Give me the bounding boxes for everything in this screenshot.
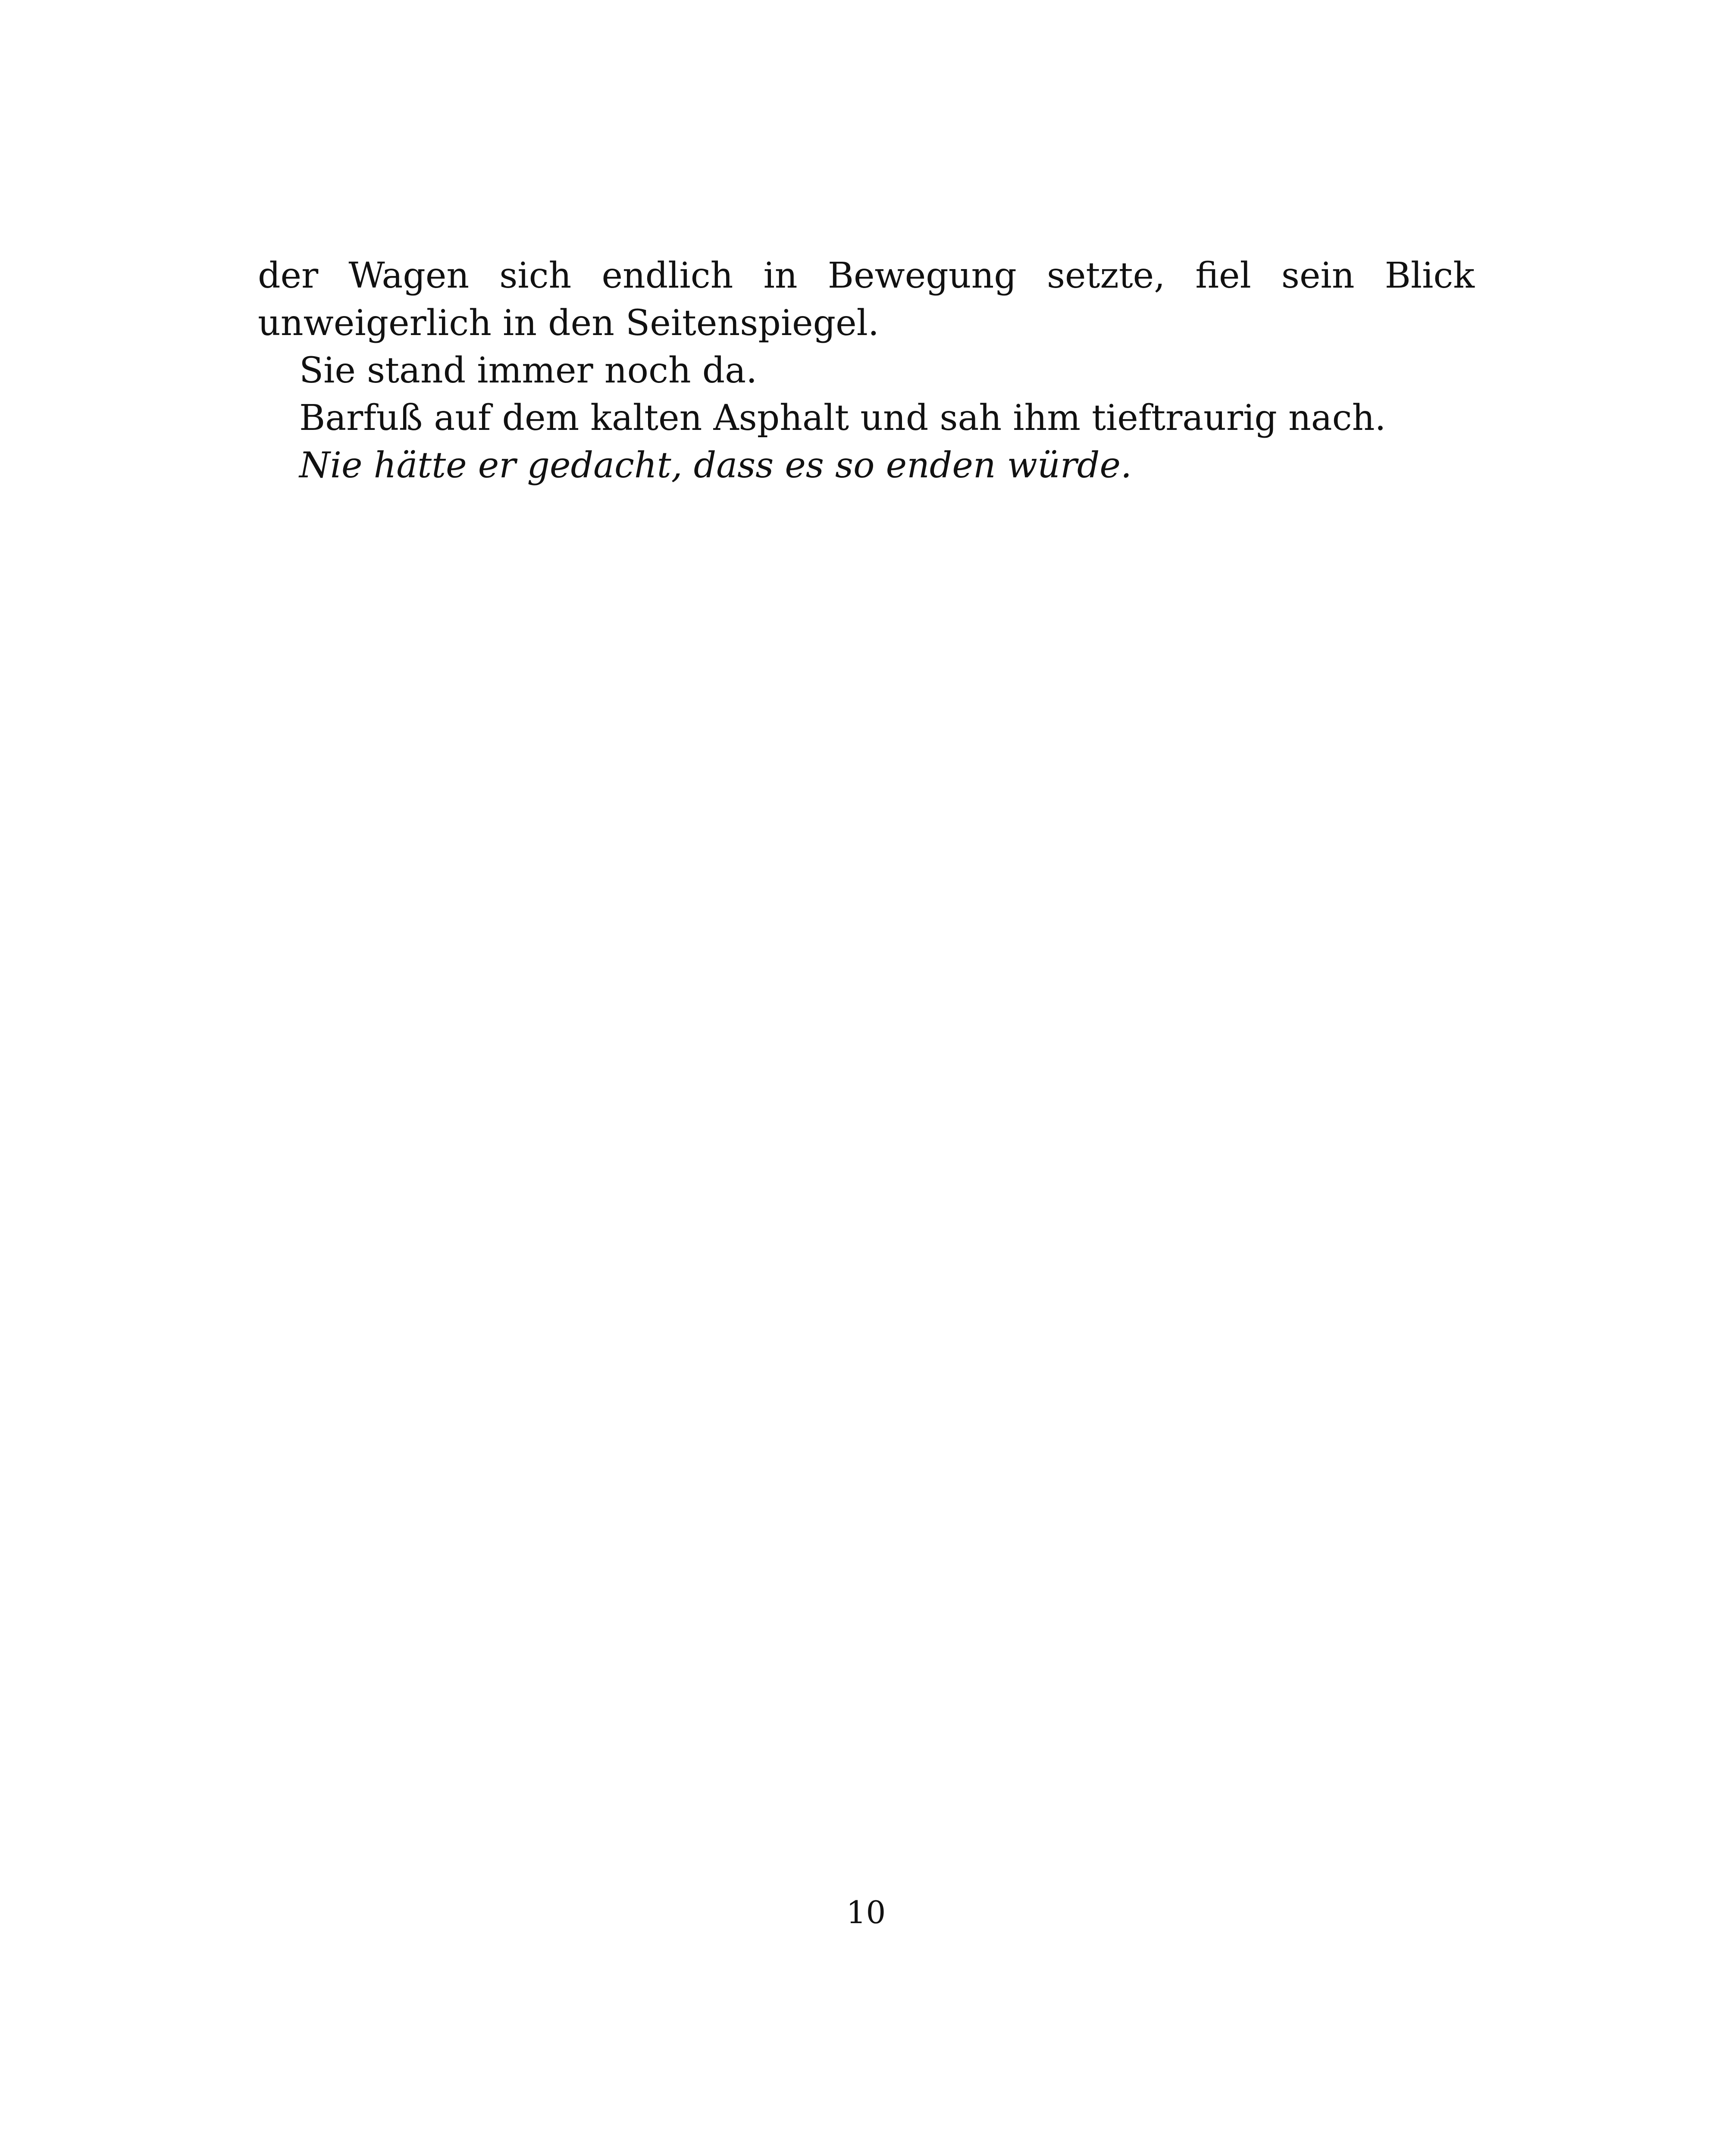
paragraph-italic: Nie hätte er gedacht, dass es so enden würde.	[299, 445, 1132, 486]
paragraph-continuation: der Wagen sich endlich in Bewegung setzte, fiel sein Blick unweigerlich in den Seitenspiegel.	[258, 255, 1475, 344]
page-number: 10	[846, 1894, 886, 1930]
paragraph: Barfuß auf dem kalten Asphalt und sah ihm tieftraurig nach.	[299, 398, 1386, 439]
body-text	[258, 252, 1475, 489]
paragraph: Sie stand immer noch da.	[299, 350, 758, 391]
